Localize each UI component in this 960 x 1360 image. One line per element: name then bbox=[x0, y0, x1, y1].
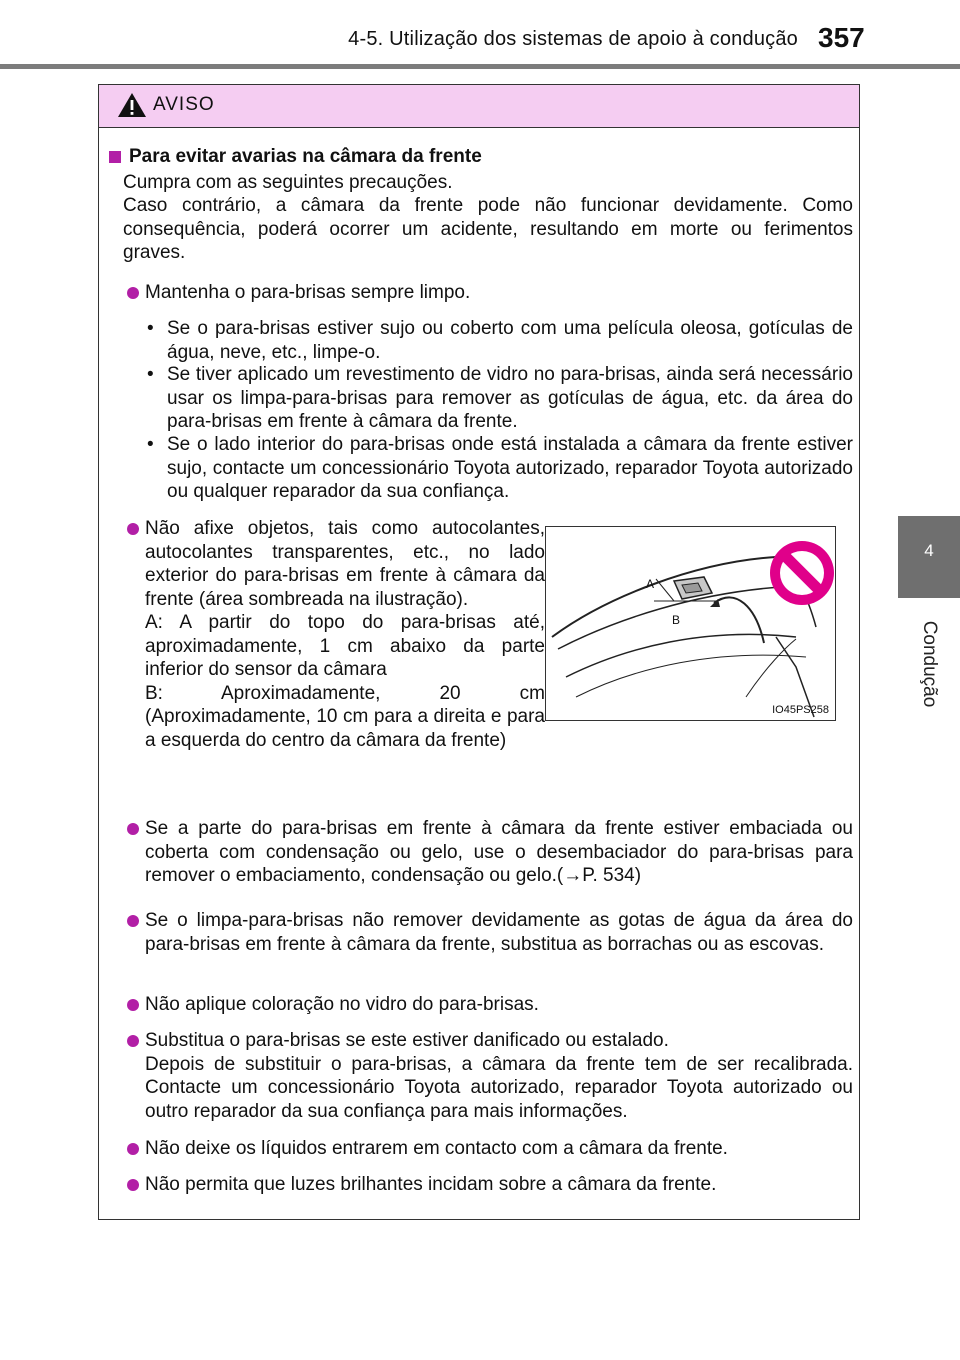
sub-item-text: Se tiver aplicado um revestimento de vidro no para-brisas, ainda será necessário usar os limpa-para-brisas para remover as gotículas de água, etc. da área do para-brisas em frente à câmara da frente. bbox=[167, 364, 853, 432]
bullet-text: Não afixe objetos, tais como autocolantes, autocolantes transparentes, etc., no lado exterior do para-brisas em frente à câmara da frente (área sombreada na ilustração). bbox=[145, 518, 545, 610]
bullet-icon bbox=[127, 823, 139, 835]
list-item bbox=[125, 993, 853, 1017]
list-item bbox=[125, 1029, 853, 1123]
windshield-camera-illustration bbox=[545, 526, 836, 721]
bullet-icon bbox=[127, 915, 139, 927]
bullet-text: Não aplique coloração no vidro do para-brisas. bbox=[145, 994, 539, 1015]
sub-item-text: Se o lado interior do para-brisas onde está instalada a câmara da frente estiver sujo, contacte um concessionário Toyota autorizado, reparador Toyota autorizado ou qualquer reparador da sua confiança. bbox=[167, 434, 853, 502]
bullet-icon bbox=[127, 1179, 139, 1191]
bullet-icon bbox=[127, 523, 139, 535]
label-b: B bbox=[672, 613, 681, 627]
section-title: 4-5. Utilização dos sistemas de apoio à condução bbox=[348, 28, 798, 50]
chapter-tab[interactable] bbox=[898, 516, 960, 598]
chapter-label-box bbox=[898, 598, 960, 730]
list-item bbox=[125, 281, 853, 305]
square-marker-icon bbox=[109, 151, 121, 163]
header-rule bbox=[0, 64, 960, 69]
warning-triangle-icon bbox=[117, 91, 147, 119]
bullet-text: Não deixe os líquidos entrarem em contacto com a câmara da frente. bbox=[145, 1138, 728, 1159]
list-item bbox=[125, 1137, 853, 1161]
list-item bbox=[125, 517, 545, 752]
bullet-text: Se o limpa-para-brisas não remover devidamente as gotas de água da área do para-brisas em frente à câmara da frente, substitua as borrachas ou as escovas. bbox=[145, 910, 853, 955]
windshield-drawing bbox=[546, 527, 836, 721]
bullet-icon bbox=[127, 999, 139, 1011]
intro-line-2: Caso contrário, a câmara da frente pode não funcionar devidamente. Como consequência, poderá ocorrer um acidente, resultando em morte ou ferimentos graves. bbox=[123, 195, 853, 263]
sub-item: • Se o lado interior do para-brisas onde está instalada a câmara da frente estiver sujo, contacte um concessionário Toyota autorizado, reparador Toyota autorizado ou qualquer reparador da sua confiança. bbox=[147, 434, 853, 502]
bullet-text: Não permita que luzes brilhantes incidam sobre a câmara da frente. bbox=[145, 1174, 717, 1195]
chapter-label: Condução bbox=[919, 620, 940, 708]
bullet-icon bbox=[127, 1035, 139, 1047]
bullet-icon bbox=[127, 287, 139, 299]
bullet-text: Mantenha o para-brisas sempre limpo. bbox=[145, 282, 471, 303]
chapter-number: 4 bbox=[924, 541, 934, 560]
warning-section-title: Para evitar avarias na câmara da frente bbox=[129, 146, 482, 167]
warning-section-heading bbox=[109, 145, 482, 169]
note-a: A: A partir do topo do para-brisas até, aproximadamente, 1 cm abaixo da parte inferior do sensor da câmara bbox=[145, 612, 545, 680]
label-a: A bbox=[646, 577, 655, 591]
sub-item: • Se tiver aplicado um revestimento de vidro no para-brisas, ainda será necessário usar os limpa-para-brisas para remover as gotículas de água, etc. da área do para-brisas em frente à câmara da frente. bbox=[147, 364, 853, 432]
figure-code: IO45PS258 bbox=[772, 704, 829, 716]
page-number: 357 bbox=[818, 22, 865, 53]
intro-line-1: Cumpra com as seguintes precauções. bbox=[123, 172, 453, 193]
list-item bbox=[125, 909, 853, 956]
warning-header bbox=[99, 85, 859, 128]
bullet-icon bbox=[127, 1143, 139, 1155]
sub-item-text: Se o para-brisas estiver sujo ou coberto com uma película oleosa, gotículas de água, neve, etc., limpe-o. bbox=[167, 318, 853, 363]
replace-detail: Depois de substituir o para-brisas, a câmara da frente tem de ser recalibrada. Contacte um concessionário Toyota autorizado, reparador Toyota autorizado ou outro reparador da sua confiança para mais informações. bbox=[145, 1053, 853, 1122]
sub-item: • Se o para-brisas estiver sujo ou coberto com uma película oleosa, gotículas de água, neve, etc., limpe-o. bbox=[147, 318, 853, 363]
note-b: B: Aproximadamente, 20 cm (Aproximadamente, 10 cm para a direita e para a esquerda do centro da câmara da frente) bbox=[145, 682, 545, 751]
list-item bbox=[125, 1173, 853, 1197]
list-item bbox=[125, 817, 853, 888]
bullet-text: Substitua o para-brisas se este estiver danificado ou estalado. bbox=[145, 1030, 669, 1051]
bullet-text: Se a parte do para-brisas em frente à câmara da frente estiver embaciada ou coberta com condensação ou gelo, use o desembaciador do para-brisas para remover o embaciamento, condensação ou gelo.(→P. 534) bbox=[145, 818, 853, 886]
warning-label: AVISO bbox=[153, 94, 215, 115]
